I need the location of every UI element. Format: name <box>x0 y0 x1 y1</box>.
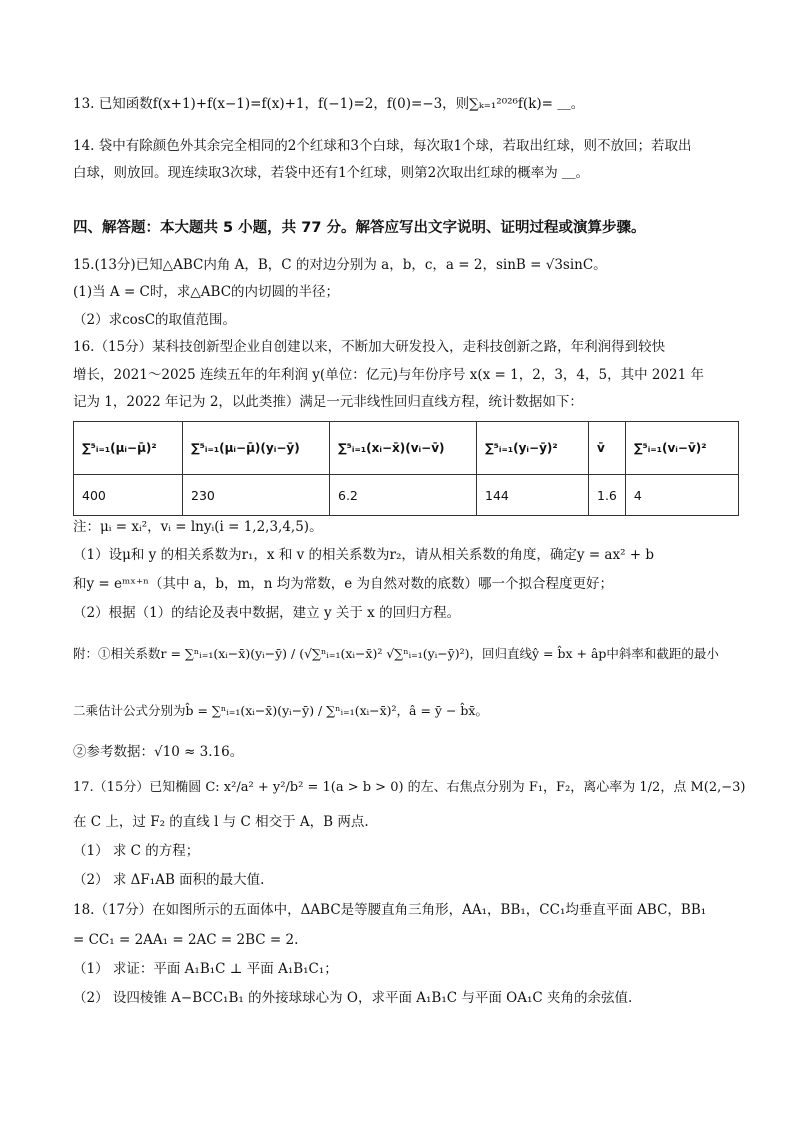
question-15-stem: 15.(13分)已知△ABC内角 A，B，C 的对边分别为 a，b，c，a = 2，sinB = √3sinC。 <box>73 257 607 273</box>
table-header-cell: ∑⁵ᵢ₌₁(vᵢ−v̄)² <box>625 422 738 475</box>
question-14-line-2: 白球，则放回。现连续取3次球，若袋中还有1个红球，则第2次取出红球的概率为 ＿。 <box>73 165 590 181</box>
question-16-note: 注：μᵢ = xᵢ²，vᵢ = lnyᵢ(i = 1,2,3,4,5)。 <box>73 519 323 535</box>
table-cell: 4 <box>625 475 738 516</box>
question-15-part-1: (1)当 A = C时，求△ABC的内切圆的半径； <box>73 284 340 300</box>
question-16-line-1: 16.（15分）某科技创新型企业自创建以来，不断加大研发投入，走科技创新之路，年利润得到较快 <box>73 339 666 355</box>
table-cell: 1.6 <box>589 475 626 516</box>
statistics-table <box>73 421 739 516</box>
question-16-appendix-2: 二乘估计公式分别为b̂ = ∑ⁿᵢ₌₁(xᵢ−x̄)(yᵢ−ȳ) / ∑ⁿᵢ₌₁(xᵢ−x̄)²，â = ȳ − b̂x̄。 <box>73 703 488 718</box>
question-16-line-2: 增长，2021～2025 连续五年的年利润 y(单位：亿元)与年份序号 x(x = 1，2，3，4，5，其中 2021 年 <box>73 367 705 383</box>
question-17-part-2: （2） 求 ΔF₁AB 面积的最大值. <box>73 872 265 888</box>
table-row <box>74 475 739 516</box>
question-18-part-2: （2） 设四棱锥 A−BCC₁B₁ 的外接球球心为 O，求平面 A₁B₁C 与平面 OA₁C 夹角的余弦值. <box>73 990 633 1006</box>
question-15-part-2: （2）求cosC的取值范围。 <box>73 312 237 328</box>
table-cell: 6.2 <box>330 475 477 516</box>
question-16-part-1a: （1）设μ和 y 的相关系数为r₁，x 和 v 的相关系数为r₂，请从相关系数的角度，确定y = ax² + b <box>73 547 655 563</box>
table-cell: 230 <box>183 475 330 516</box>
question-17-line-2: 在 C 上，过 F₂ 的直线 l 与 C 相交于 A，B 两点. <box>73 814 369 830</box>
question-17-line-1: 17.（15分）已知椭圆 C: x²/a² + y²/b² = 1(a > b > 0) 的左、右焦点分别为 F₁，F₂，离心率为 1/2，点 M(2,−3) <box>73 780 746 795</box>
table-header-cell: v̄ <box>589 422 626 475</box>
question-16-part-1b: 和y = eᵐˣ⁺ⁿ（其中 a，b，m，n 均为常数，e 为自然对数的底数）哪一个拟合程度更好； <box>73 576 614 592</box>
table-header-row <box>74 422 739 475</box>
table-cell: 144 <box>477 475 589 516</box>
question-13: 13. 已知函数f(x+1)+f(x−1)=f(x)+1，f(−1)=2，f(0)=−3，则∑ₖ₌₁²⁰²⁶f(k)= ＿。 <box>73 96 585 112</box>
table-cell: 400 <box>74 475 183 516</box>
question-16-appendix-1: 附：①相关系数r = ∑ⁿᵢ₌₁(xᵢ−x̄)(yᵢ−ȳ) / (√∑ⁿᵢ₌₁(xᵢ−x̄)² √∑ⁿᵢ₌₁(yᵢ−ȳ)²)，回归直线ŷ = b̂x + âp中斜率和截距的最小 <box>73 646 719 661</box>
table-header-cell: ∑⁵ᵢ₌₁(μᵢ−μ̄)² <box>74 422 183 475</box>
table-header-cell: ∑⁵ᵢ₌₁(μᵢ−μ̄)(yᵢ−ȳ) <box>183 422 330 475</box>
question-16-line-3: 记为 1，2022 年记为 2，以此类推）满足一元非线性回归直线方程，统计数据如下： <box>73 394 583 410</box>
section-heading: 四、解答题：本大题共 5 小题，共 77 分。解答应写出文字说明、证明过程或演算步骤。 <box>73 220 646 236</box>
question-18-line-1: 18.（17分）在如图所示的五面体中，ΔABC是等腰直角三角形，AA₁，BB₁，CC₁均垂直平面 ABC，BB₁ <box>73 902 707 918</box>
question-17-part-1: （1） 求 C 的方程； <box>73 843 200 859</box>
question-14-line-1: 14. 袋中有除颜色外其余完全相同的2个红球和3个白球，每次取1个球，若取出红球，则不放回；若取出 <box>73 138 692 154</box>
question-16-appendix-3: ②参考数据：√10 ≈ 3.16。 <box>73 744 244 760</box>
question-16-part-2: （2）根据（1）的结论及表中数据，建立 y 关于 x 的回归方程。 <box>73 605 461 621</box>
table-header-cell: ∑⁵ᵢ₌₁(xᵢ−x̄)(vᵢ−v̄) <box>330 422 477 475</box>
question-18-part-1: （1） 求证：平面 A₁B₁C ⊥ 平面 A₁B₁C₁； <box>73 961 338 977</box>
table-header-cell: ∑⁵ᵢ₌₁(yᵢ−ȳ)² <box>477 422 589 475</box>
question-18-line-2: = CC₁ = 2AA₁ = 2AC = 2BC = 2. <box>73 932 299 948</box>
